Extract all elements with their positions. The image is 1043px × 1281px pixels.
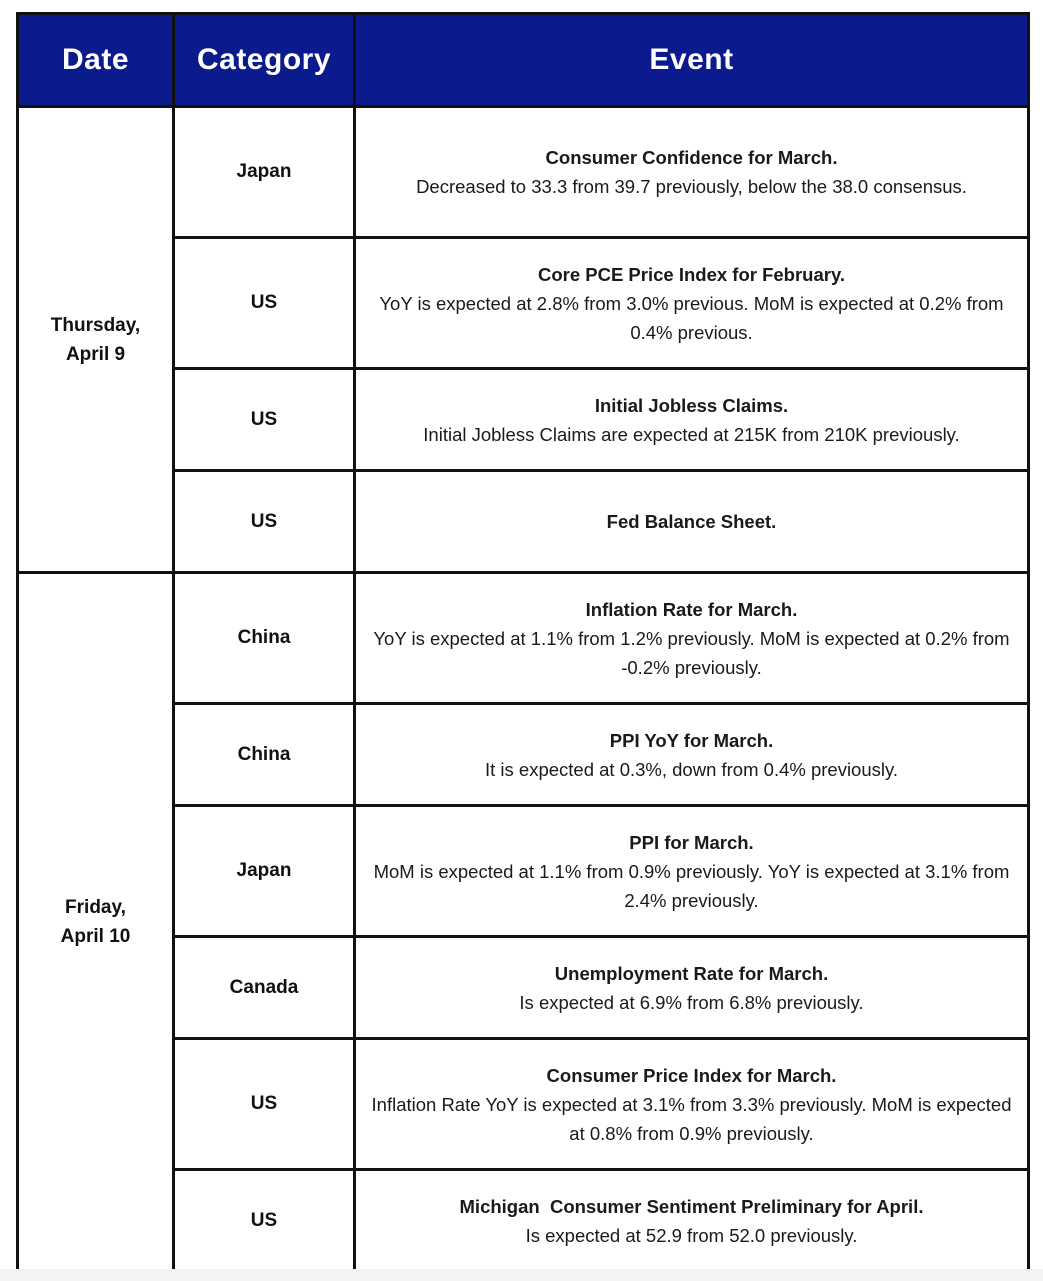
event-cell	[355, 238, 1029, 369]
category-cell: US	[174, 471, 355, 573]
event-cell	[355, 471, 1029, 573]
header-date: Date	[18, 14, 174, 107]
table-row	[18, 573, 1029, 704]
event-description: Inflation Rate YoY is expected at 3.1% from 3.3% previously. MoM is expected at 0.8% from 0.9% previously.	[371, 1093, 1012, 1144]
header-row	[18, 14, 1029, 107]
event-description: Initial Jobless Claims are expected at 215K from 210K previously.	[423, 423, 960, 445]
category-cell: US	[174, 1170, 355, 1272]
event-title: PPI for March.	[629, 831, 754, 853]
category-cell: Canada	[174, 937, 355, 1039]
event-cell	[355, 704, 1029, 806]
event-cell	[355, 107, 1029, 238]
category-cell: China	[174, 573, 355, 704]
event-cell	[355, 806, 1029, 937]
event-description: YoY is expected at 2.8% from 3.0% previous. MoM is expected at 0.2% from 0.4% previous.	[379, 292, 1004, 343]
event-cell	[355, 573, 1029, 704]
event-cell	[355, 937, 1029, 1039]
header-event: Event	[355, 14, 1029, 107]
event-title: Consumer Confidence for March.	[545, 147, 838, 168]
event-description: Is expected at 52.9 from 52.0 previously.	[525, 1224, 858, 1246]
event-title: Initial Jobless Claims.	[594, 394, 789, 416]
category-cell: Japan	[174, 107, 355, 238]
table-row	[18, 107, 1029, 238]
date-day: April 9	[65, 343, 126, 365]
category-cell: China	[174, 704, 355, 806]
event-title: Unemployment Rate for March.	[554, 962, 829, 984]
event-cell	[355, 1039, 1029, 1170]
header-category: Category	[174, 14, 355, 107]
category-cell: US	[174, 1039, 355, 1170]
event-description: It is expected at 0.3%, down from 0.4% previously.	[484, 758, 899, 780]
event-title: Consumer Price Index for March.	[546, 1064, 837, 1086]
event-title: Michigan Consumer Sentiment Preliminary for April.	[459, 1195, 924, 1217]
event-description: Decreased to 33.3 from 39.7 previously, below the 38.0 consensus.	[416, 176, 967, 197]
footer-strip	[0, 1269, 1043, 1281]
date-day: April 10	[60, 926, 131, 947]
category-cell: US	[174, 238, 355, 369]
category-cell: Japan	[174, 806, 355, 937]
event-title: Fed Balance Sheet.	[606, 511, 777, 532]
category-cell: US	[174, 369, 355, 471]
event-description: YoY is expected at 1.1% from 1.2% previously. MoM is expected at 0.2% from -0.2% previously.	[373, 627, 1010, 678]
event-description: MoM is expected at 1.1% from 0.9% previously. YoY is expected at 3.1% from 2.4% previously.	[373, 860, 1010, 911]
date-weekday: Thursday,	[50, 314, 141, 336]
economic-calendar-table	[16, 12, 1030, 1273]
event-title: Inflation Rate for March.	[585, 598, 798, 620]
event-description: Is expected at 6.9% from 6.8% previously.	[519, 991, 864, 1013]
date-cell	[18, 573, 174, 1272]
event-cell	[355, 1170, 1029, 1272]
date-weekday: Friday,	[65, 897, 126, 918]
event-title: Core PCE Price Index for February.	[537, 263, 846, 285]
event-cell	[355, 369, 1029, 471]
date-cell	[18, 107, 174, 573]
event-title: PPI YoY for March.	[609, 729, 774, 751]
